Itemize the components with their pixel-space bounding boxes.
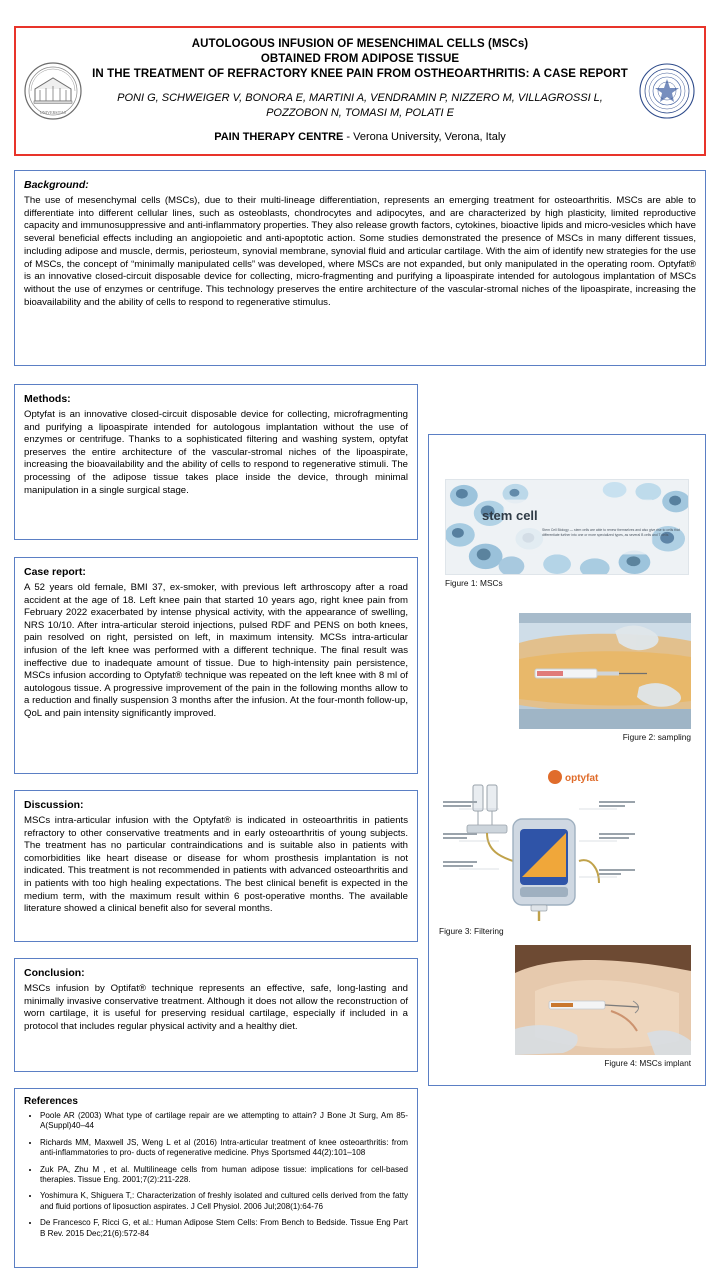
- figure-1-caption: Figure 1: MSCs: [445, 578, 503, 588]
- figure-4: [515, 945, 691, 1068]
- section-background: [14, 170, 706, 366]
- section-text-methods: Optyfat is an innovative closed-circuit disposable device for collecting, microfragmenting and purifying a lipoaspirate intended for autologous implantation without the use of enzymes or centrifuge. Thanks to a sophisticated filtering and washing system, optyfat preserves the entire architecture of the vascular-stromal niches of the lipoaspirate, increasing the bioavailability and the ability of cells to respond to regenerative stimuli. The processing of the adipose tissue takes place inside the device, through minimal manipulation in a single surgical stage.: [24, 409, 408, 496]
- figure-1-overlay-title: stem cell: [482, 508, 538, 523]
- figure-3: [439, 765, 639, 936]
- svg-text:optyfat: optyfat: [565, 773, 599, 784]
- institution-seal-icon: [636, 60, 698, 122]
- poster-title-line3: IN THE TREATMENT OF REFRACTORY KNEE PAIN FROM OSTHEOARTHRITIS: A CASE REPORT: [92, 68, 628, 80]
- svg-text:UNIVERSITAS: UNIVERSITAS: [40, 110, 66, 115]
- section-heading-conclusion: Conclusion:: [24, 967, 85, 979]
- section-heading-references: References: [24, 1096, 78, 1107]
- section-discussion: [14, 790, 418, 942]
- section-heading-case-report: Case report:: [24, 566, 86, 578]
- author-list-line1: PONI G, SCHWEIGER V, BONORA E, MARTINI A, VENDRAMIN P, NIZZERO M, VILLAGROSSI L,: [117, 92, 603, 104]
- header-text-block: [84, 37, 636, 145]
- figures-panel: [428, 434, 706, 1086]
- list-item: • Poole AR (2003) What type of cartilage repair are we attempting to attain? J Bone Jt Surg, Am 85-A(Suppl)40–44: [40, 1111, 408, 1132]
- section-heading-methods: Methods:: [24, 393, 71, 405]
- section-text-case-report: A 52 years old female, BMI 37, ex-smoker, with previous left arthroscopy after a road accident at the age of 18. Left knee pain that started 10 years ago, right knee pain from February 2022 exacerbated by intense physical activity, with the appearance of swelling, NRS 10/10. After intra-articular steroid injections, pulsed RDF and PENS on both knees, pain resolved on right, persisted on left, in maximum intensity. MCSs intra-articular infusion of the left knee was performed with a different technique. The final result was ineffective due to inadequate amount of tissue. Due to high-intensity pain persistence, MSCs infusion according to Optyfat® technique was repeated on the left knee with 8 ml of autologous tissue. A progressive improvement of the pain in the following months allow to a reduction and finally suspension 3 months after the infusion. At the four-month follow-up, QoL and pain intensity significantly improved.: [24, 582, 408, 719]
- section-heading-background: Background:: [24, 179, 89, 191]
- list-item: • De Francesco F, Ricci G, et al.: Human Adipose Stem Cells: From Bench to Bedside. Tissue Eng Part B Rev. 2015 Dec;21(6):572-84: [40, 1218, 408, 1239]
- poster-title-line2: OBTAINED FROM ADIPOSE TISSUE: [260, 53, 460, 65]
- stem-cell-micrograph-banner-image: [445, 479, 689, 575]
- optyfat-device-filtering-schematic-image: [439, 765, 639, 923]
- figure-2-caption: Figure 2: sampling: [622, 732, 691, 742]
- poster-header: [14, 26, 706, 156]
- section-case-report: [14, 557, 418, 774]
- section-text-discussion: MSCs intra-articular infusion with the Optyfat® is indicated in osteoarthritis in patients refractory to other conservative treatments and in early osteoarthritis of young subjects. The treatment has no particular contraindications and is suitable also in patients with comorbidities like heart disease or disease for whom prosthesis implantation is not indicated. This treatment is not recommended in patients with advanced osteoarthritis and in patients with too high healing expectations. The best clinical benefit is expected in the medium term, with the maximum result within 6 post-operative months. The available literature showed a clinical benefit also for several months.: [24, 815, 408, 915]
- knee-injection-implant-photo-image: [515, 945, 691, 1055]
- poster-title-line1: AUTOLOGOUS INFUSION OF MESENCHIMAL CELLS (MSCs): [191, 38, 529, 50]
- section-methods: [14, 384, 418, 540]
- affiliation-university: - Verona University, Verona, Italy: [343, 131, 506, 143]
- section-heading-discussion: Discussion:: [24, 799, 84, 811]
- section-text-conclusion: MSCs infusion by Optifat® technique represents an effective, safe, long-lasting and minimally invasive conservative treatment. Although it does not allow the reconstruction of worn cartilage, it is useful for preserving residual cartilage, especially if included in a protocol that includes regular physical activity and a healthy diet.: [24, 983, 408, 1032]
- figure-4-caption: Figure 4: MSCs implant: [604, 1058, 691, 1068]
- figure-2: [519, 613, 691, 742]
- list-item: • Zuk PA, Zhu M , et al. Multilineage cells from human adipose tissue: implications for cell-based therapies. Tissue Eng. 2001;7(2):211-228.: [40, 1165, 408, 1186]
- section-references: [14, 1088, 418, 1268]
- university-of-verona-seal-icon: [22, 60, 84, 122]
- author-list-line2: POZZOBON N, TOMASI M, POLATI E: [266, 107, 454, 119]
- affiliation-centre: PAIN THERAPY CENTRE: [214, 131, 344, 143]
- figure-1-overlay-subtext: Stem Cell Biology — stem cells are able to renew themselves and also give rise to cells that differentiate further into one or more specialized types, as several B cells and T cells.: [542, 528, 680, 537]
- section-text-background: The use of mesenchymal cells (MSCs), due to their multi-lineage differentiation, represents an emerging treatment for osteoarthritis. MSCs are able to differentiate into different cellular lines, such as osteoblasts, chondrocytes and adipocytes, and are characterized by high plasticity, limited reproductive capacity and immunosuppressive and anti-inflammatory properties. They also release growth factors, cytokines, bioactive lipids and micro-vesicles which have several beneficial effects including an angiopoietic and anti-apoptotic action. Some studies demonstrated the presence of MSCs in many different tissues, including adipose and muscle, dermis, periosteum, synovial membrane, synovial fluid and articular cartilage. With the aim of identify new strategies for the use of MSCs, the concept of “minimally manipulated cells” was developed, where MSCs are not expanded, but only manipulated in the operating room. Optyfat® is an innovative closed-circuit disposable device for collecting, micro-fragmenting and purifying a lipoaspirate intended for autologous implantation of MSCs without the use of enzymes or centrifuge. This technology preserves the entire architecture of the vascular-stromal niches of the lipoaspirate, increasing the bioavailability and the ability of cells to respond to regenerative stimulus.: [24, 195, 696, 308]
- list-item: • Yoshimura K, Shiguera T,: Characterization of freshly isolated and cultured cells derived from the fatty and fluid portions of liposuction aspirates. J Cell Physiol. 2006 Jul;208(1):64-76: [40, 1191, 408, 1212]
- abdominal-lipoaspirate-sampling-photo-image: [519, 613, 691, 729]
- list-item: • Richards MM, Maxwell JS, Weng L et al (2016) Intra-articular treatment of knee osteoarthritis: from anti-inflammatories to pro- ducts of regenerative medicine. Phys Sportsmed 44(2):101–108: [40, 1138, 408, 1159]
- figure-1: [445, 479, 689, 588]
- affiliation: [88, 130, 632, 145]
- figure-3-caption: Figure 3: Filtering: [439, 926, 504, 936]
- section-conclusion: [14, 958, 418, 1072]
- reference-list: [24, 1111, 408, 1239]
